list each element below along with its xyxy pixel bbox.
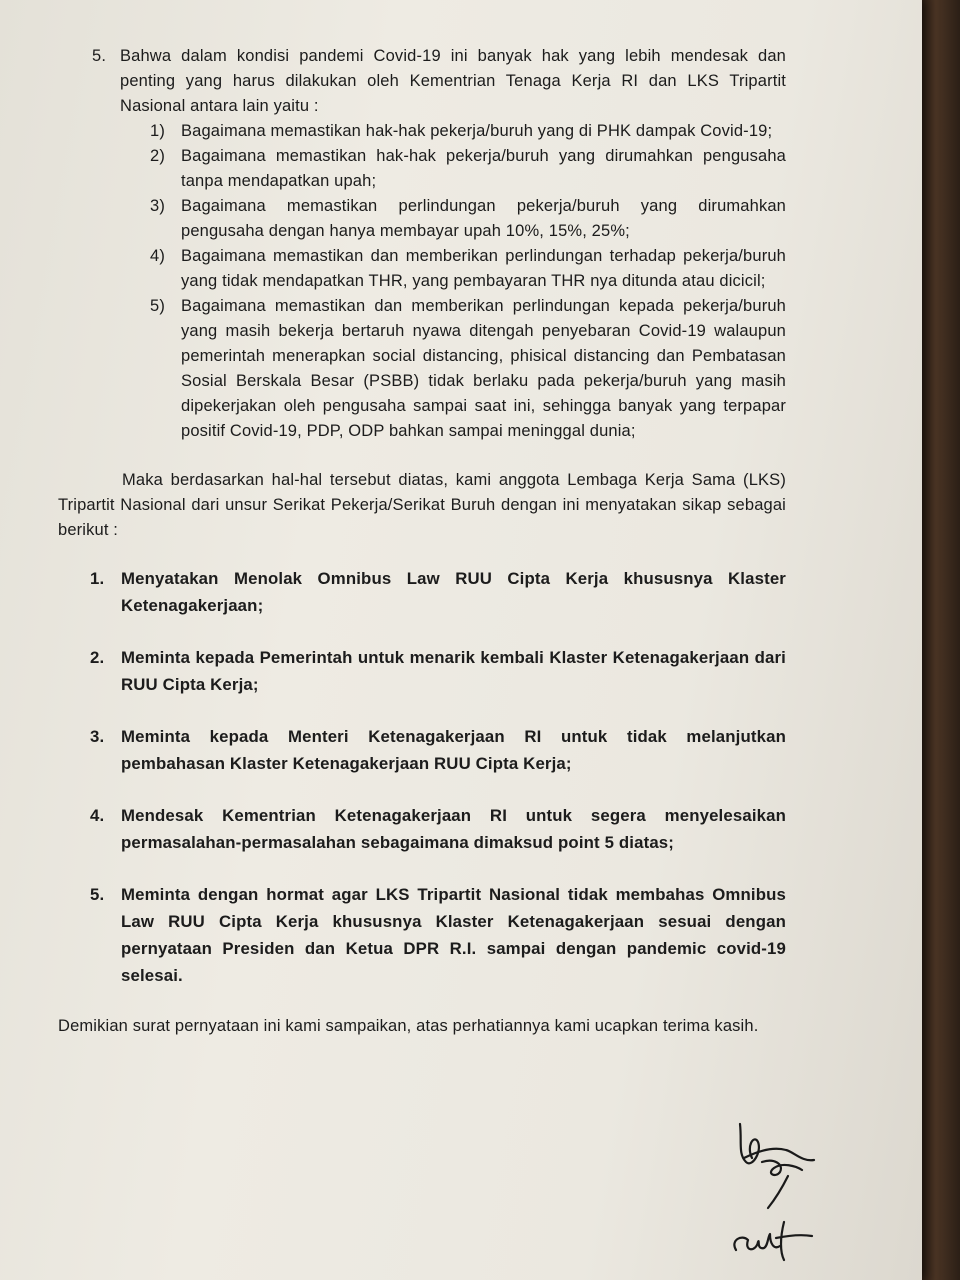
sub-item-text: Bagaimana memastikan hak-hak pekerja/buruh yang di PHK dampak Covid-19;: [181, 122, 773, 140]
point-5-number: 5.: [92, 47, 107, 65]
sub-item: [58, 194, 786, 244]
sub-item-number: 5): [150, 297, 165, 315]
point-5: [58, 44, 786, 119]
demand-number: 1.: [90, 569, 105, 588]
sub-item: [58, 119, 786, 144]
document-body: [58, 44, 786, 1056]
intro-paragraph: Maka berdasarkan hal-hal tersebut diatas, kami anggota Lembaga Kerja Sama (LKS) Tripartit Nasional dari unsur Serikat Pekerja/Serikat Buruh dengan ini menyatakan sikap sebagai berikut :: [58, 471, 786, 539]
demand-number: 5.: [90, 885, 105, 904]
sub-item-text: Bagaimana memastikan dan memberikan perlindungan kepada pekerja/buruh yang masih bekerja bertaruh nyawa ditengah penyebaran Covid-19 walaupun pemerintah menerapkan social distancing, phisical distancing dan Pembatasan Sosial Berskala Besar (PSBB) tidak berlaku pada pekerja/buruh yang masih dipekerjakan oleh pengusaha sampai saat ini, sehingga banyak yang terpapar positif Covid-19, PDP, ODP bahkan sampai meninggal dunia;: [181, 297, 786, 440]
closing-paragraph: Demikian surat pernyataan ini kami sampaikan, atas perhatiannya kami ucapkan terima kasih.: [58, 1017, 759, 1035]
demand-number: 4.: [90, 806, 105, 825]
demand-text: Meminta kepada Menteri Ketenagakerjaan RI untuk tidak melanjutkan pembahasan Klaster Ketenagakerjaan RUU Cipta Kerja;: [121, 727, 786, 773]
demand-item: [58, 644, 786, 698]
demand-text: Menyatakan Menolak Omnibus Law RUU Cipta Kerja khususnya Klaster Ketenagakerjaan;: [121, 569, 786, 615]
demand-number: 2.: [90, 648, 105, 667]
sub-item-number: 2): [150, 147, 165, 165]
handwritten-signature: [722, 1112, 832, 1262]
sub-item-text: Bagaimana memastikan hak-hak pekerja/buruh yang dirumahkan pengusaha tanpa mendapatkan upah;: [181, 147, 786, 190]
sub-item-number: 4): [150, 247, 165, 265]
demand-item: [58, 565, 786, 619]
sub-item-text: Bagaimana memastikan perlindungan pekerja/buruh yang dirumahkan pengusaha dengan hanya membayar upah 10%, 15%, 25%;: [181, 197, 786, 240]
demand-item: [58, 723, 786, 777]
demand-text: Mendesak Kementrian Ketenagakerjaan RI untuk segera menyelesaikan permasalahan-permasalahan sebagaimana dimaksud point 5 diatas;: [121, 806, 786, 852]
point-5-sublist: [58, 119, 786, 444]
sub-item: [58, 144, 786, 194]
point-5-text: Bahwa dalam kondisi pandemi Covid-19 ini banyak hak yang lebih mendesak dan penting yang harus dilakukan oleh Kementrian Tenaga Kerja RI dan LKS Tripartit Nasional antara lain yaitu :: [120, 47, 786, 115]
sub-item-number: 3): [150, 197, 165, 215]
demands-list: [58, 565, 786, 989]
wooden-table-edge: [920, 0, 960, 1280]
sub-item: [58, 244, 786, 294]
sub-item: [58, 294, 786, 444]
demand-item: [58, 881, 786, 989]
demand-item: [58, 802, 786, 856]
sub-item-number: 1): [150, 122, 165, 140]
sub-item-text: Bagaimana memastikan dan memberikan perlindungan terhadap pekerja/buruh yang tidak mendapatkan THR, yang pembayaran THR nya ditunda atau dicicil;: [181, 247, 786, 290]
demand-text: Meminta dengan hormat agar LKS Tripartit Nasional tidak membahas Omnibus Law RUU Cipta Kerja khususnya Klaster Ketenagakerjaan sesuai dengan pernyataan Presiden dan Ketua DPR R.I. sampai dengan pandemic covid-19 selesai.: [121, 885, 786, 985]
demand-number: 3.: [90, 727, 105, 746]
demand-text: Meminta kepada Pemerintah untuk menarik kembali Klaster Ketenagakerjaan dari RUU Cipta Kerja;: [121, 648, 786, 694]
